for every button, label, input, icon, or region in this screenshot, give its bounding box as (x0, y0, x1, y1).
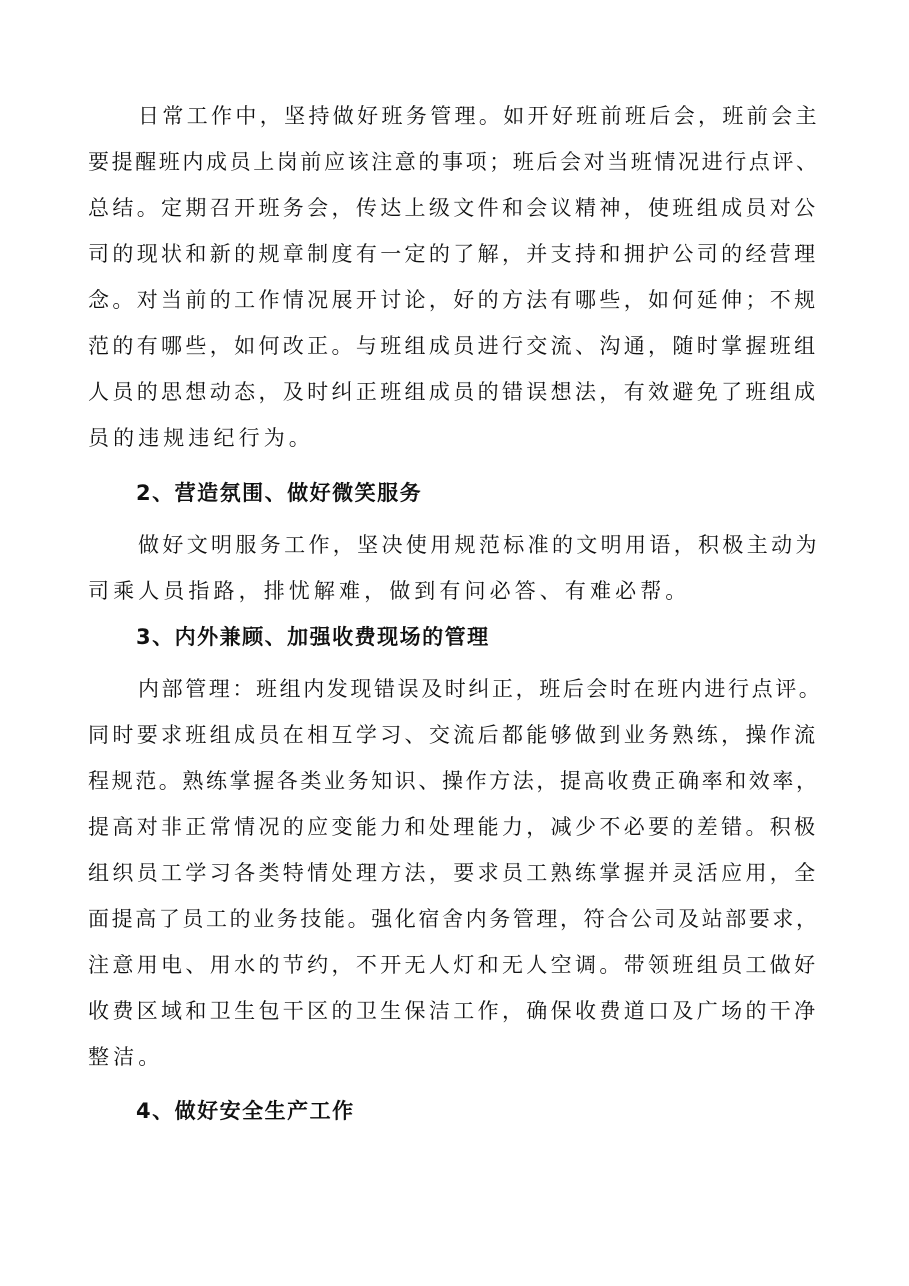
paragraph-1-line-4: 司的现状和新的规章制度有一定的了解，并支持和拥护公司的经营理 (88, 242, 819, 266)
document-body (88, 0, 823, 1286)
paragraph-3-line-7: 注意用电、用水的节约，不开无人灯和无人空调。带领班组员工做好 (88, 953, 819, 977)
paragraph-3-line-1: 内部管理：班组内发现错误及时纠正，班后会时在班内进行点评。 (138, 677, 823, 701)
paragraph-1-line-5: 念。对当前的工作情况展开讨论，好的方法有哪些，如何延伸；不规 (88, 288, 819, 312)
paragraph-1-line-3: 总结。定期召开班务会，传达上级文件和会议精神，使班组成员对公 (88, 196, 819, 220)
paragraph-1-line-8: 员的违规违纪行为。 (88, 426, 314, 450)
section-heading-4: 4、做好安全生产工作 (136, 1099, 355, 1123)
paragraph-3-line-2: 同时要求班组成员在相互学习、交流后都能够做到业务熟练，操作流 (88, 723, 819, 747)
paragraph-1-line-7: 人员的思想动态，及时纠正班组成员的错误想法，有效避免了班组成 (88, 380, 819, 404)
paragraph-2-line-1: 做好文明服务工作，坚决使用规范标准的文明用语，积极主动为 (138, 533, 820, 557)
paragraph-2-line-2: 司乘人员指路，排忧解难，做到有问必答、有难必帮。 (88, 579, 691, 603)
paragraph-3-line-4: 提高对非正常情况的应变能力和处理能力，减少不必要的差错。积极 (88, 815, 819, 839)
section-heading-3: 3、内外兼顾、加强收费现场的管理 (136, 625, 490, 649)
paragraph-3-line-3: 程规范。熟练掌握各类业务知识、操作方法，提高收费正确率和效率， (88, 769, 820, 793)
paragraph-3-line-9: 整洁。 (88, 1045, 164, 1069)
paragraph-3-line-8: 收费区域和卫生包干区的卫生保洁工作，确保收费道口及广场的干净 (88, 999, 819, 1023)
paragraph-1-line-6: 范的有哪些，如何改正。与班组成员进行交流、沟通，随时掌握班组 (88, 334, 819, 358)
paragraph-1-line-2: 要提醒班内成员上岗前应该注意的事项；班后会对当班情况进行点评、 (88, 150, 820, 174)
paragraph-3-line-6: 面提高了员工的业务技能。强化宿舍内务管理，符合公司及站部要求， (88, 907, 820, 931)
section-heading-2: 2、营造氛围、做好微笑服务 (136, 481, 423, 505)
paragraph-1-line-1: 日常工作中，坚持做好班务管理。如开好班前班后会，班前会主 (138, 104, 820, 128)
paragraph-3-line-5: 组织员工学习各类特情处理方法，要求员工熟练掌握并灵活应用，全 (88, 861, 819, 885)
